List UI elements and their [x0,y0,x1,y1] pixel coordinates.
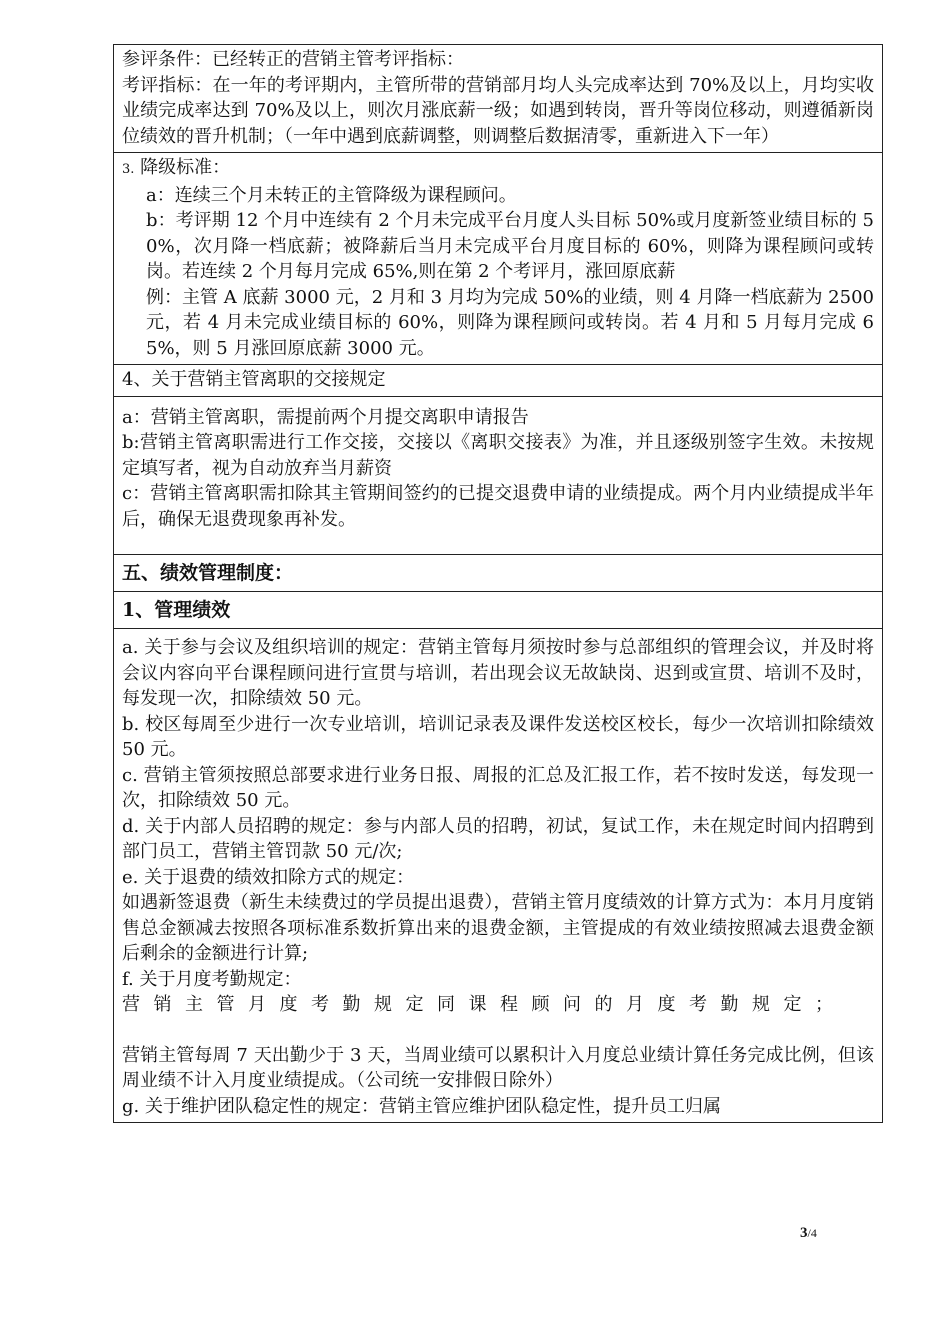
page-number [800,1225,817,1242]
table-row [114,555,883,592]
section-number: 3. [122,162,135,177]
section-title: 降级标准： [140,157,231,178]
page-current: 3 [800,1225,808,1241]
section-title: 4、关于营销主管离职的交接规定 [122,369,386,390]
table-row [114,45,883,153]
table-cell [114,153,883,365]
list-item: g. 关于维护团队稳定性的规定：营销主管应维护团队稳定性，提升员工归属 [122,1095,721,1117]
example-text: 例：主管 A 底薪 3000 元，2 月和 3 月均为完成 50%的业绩，则 4 月降一档底薪为 2500 元，若 4 月未完成业绩目标的 60%，则降为课程顾问或转岗。若 4 月和 5 月每月完成 65%，则 5 月涨回原底薪 3000 元。 [146,286,874,359]
policy-table [113,44,883,1123]
list-item: a. 关于参与会议及组织培训的规定：营销主管每月须按时参与总部组织的管理会议，并及时将会议内容向平台课程顾问进行宣贯与培训，若出现会议无故缺岗、迟到或宣贯、培训不及时，每发现一次，扣除绩效 50 元。 [122,637,874,709]
paragraph: 营销主管月度考勤规定同课程顾问的月度考勤规定； [122,994,847,1015]
table-row [114,153,883,365]
list-item: b. 校区每周至少进行一次专业培训，培训记录表及课件发送校区校长，每少一次培训扣除绩效 50 元。 [122,713,874,760]
blank-line [122,1018,874,1043]
list-item: a：连续三个月未转正的主管降级为课程顾问。 [146,184,517,206]
table-cell [114,629,883,1123]
list-item: a：营销主管离职，需提前两个月提交离职申请报告 [122,406,529,428]
chapter-heading: 五、绩效管理制度： [122,562,294,584]
subsection-heading: 1、管理绩效 [122,599,231,621]
table-cell [114,365,883,397]
criteria-condition: 参评条件：已经转正的营销主管考评指标： [122,49,464,70]
table-cell [114,396,883,555]
list-item: f. 关于月度考勤规定： [122,968,302,990]
table-cell [114,555,883,592]
list-item: d. 关于内部人员招聘的规定：参与内部人员的招聘，初试，复试工作，未在规定时间内招聘到部门员工，营销主管罚款 50 元/次; [122,815,874,862]
table-row [114,396,883,555]
list-item: c：营销主管离职需扣除其主管期间签约的已提交退费申请的业绩提成。两个月内业绩提成半年后，确保无退费现象再补发。 [122,483,874,530]
table-cell [114,592,883,629]
table-row [114,365,883,397]
list-item: c. 营销主管须按照总部要求进行业务日报、周报的汇总及汇报工作，若不按时发送，每发现一次，扣除绩效 50 元。 [122,764,874,811]
list-item: e. 关于退费的绩效扣除方式的规定： [122,866,415,888]
paragraph: 如遇新签退费（新生未续费过的学员提出退费），营销主管月度绩效的计算方式为：本月月度销售总金额减去按照各项标准系数折算出来的退费金额，主管提成的有效业绩按照减去退费金额后剩余的金额进行计算; [122,892,874,964]
list-item: b:营销主管离职需进行工作交接，交接以《离职交接表》为准，并且逐级别签字生效。未按规定填写者，视为自动放弃当月薪资 [122,432,874,479]
table-row [114,629,883,1123]
paragraph: 营销主管每周 7 天出勤少于 3 天，当周业绩可以累积计入月度总业绩计算任务完成比例，但该周业绩不计入月度业绩提成。（公司统一安排假日除外） [122,1044,874,1091]
page-total: 4 [810,1226,817,1240]
criteria-metrics: 考评指标：在一年的考评期内，主管所带的营销部月均人头完成率达到 70%及以上，月均实收业绩完成率达到 70%及以上，则次月涨底薪一级；如遇到转岗，晋升等岗位移动，则遵循新岗位绩效的晋升机制；（一年中遇到底薪调整，则调整后数据清零，重新进入下一年） [122,74,874,147]
table-row [114,592,883,629]
table-cell [114,45,883,153]
page-separator: / [807,1226,811,1240]
section-heading [122,155,874,183]
list-item: b：考评期 12 个月中连续有 2 个月未完成平台月度人头目标 50%或月度新签业绩目标的 50%，次月降一档底薪；被降薪后当月未完成平台月度目标的 60%，则降为课程顾问或转岗。若连续 2 个月每月完成 65%,则在第 2 个考评月，涨回原底薪 [146,210,874,282]
